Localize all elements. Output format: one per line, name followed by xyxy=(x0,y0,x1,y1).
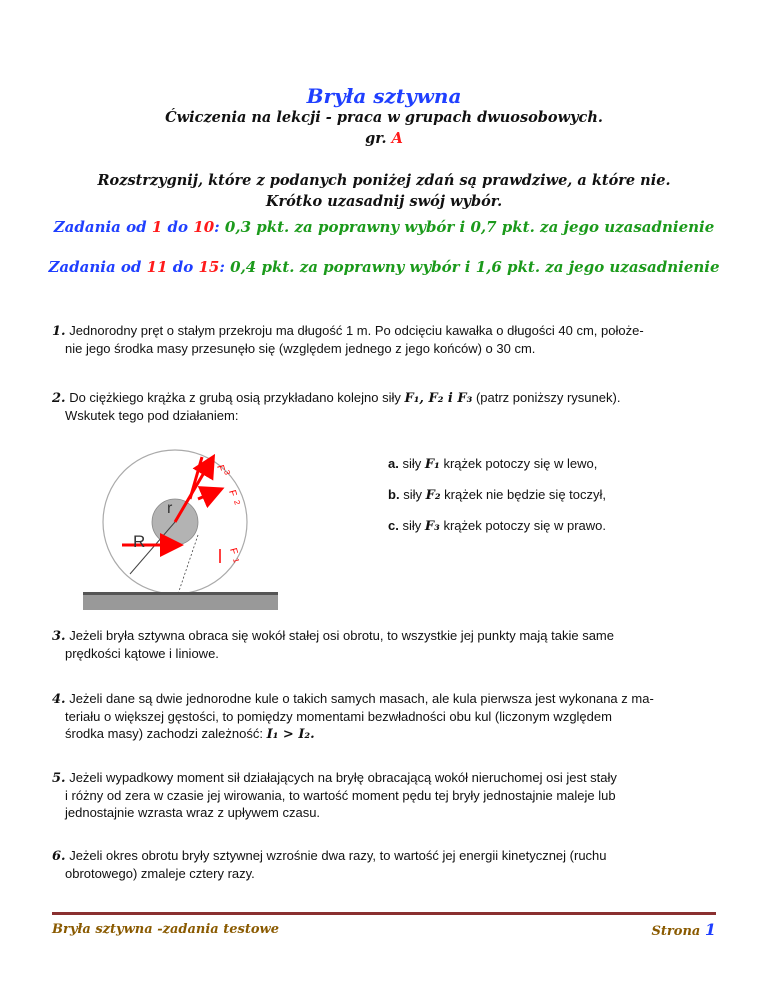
option-letter: b. xyxy=(388,487,400,502)
label-f3-sub: 3 xyxy=(222,469,232,476)
scoring-colon: : xyxy=(214,218,220,236)
task-text: Do ciężkiego krążka z grubą osią przykładano kolejno siły xyxy=(69,390,401,405)
task-5 xyxy=(52,769,716,821)
task-text: nie jego środka masy przesunęło się (względem jednego z jego końców) o 30 cm. xyxy=(65,341,536,356)
task-text: Jednorodny pręt o stałym przekroju ma długość 1 m. Po odcięciu kawałka o długości 40 cm, położe- xyxy=(69,323,644,338)
task-6 xyxy=(52,847,716,882)
wheel-force-diagram xyxy=(80,449,280,611)
task-text: prędkości kątowe i liniowe. xyxy=(65,646,219,661)
scoring-line-1 xyxy=(0,218,768,236)
group-letter: A xyxy=(391,130,403,147)
footer-page xyxy=(652,920,716,939)
force-f2-arrow xyxy=(198,490,219,499)
task-text: Wskutek tego pod działaniem: xyxy=(65,408,239,423)
task-2-option-a xyxy=(388,456,597,472)
task-text: obrotowego) zmaleje cztery razy. xyxy=(65,866,255,881)
scoring-points: 0,3 pkt. za poprawny wybór i 0,7 pkt. za jego uzasadnienie xyxy=(224,218,715,236)
scoring-prefix: Zadania od xyxy=(53,218,147,236)
page-subtitle: Ćwiczenia na lekcji - praca w grupach dwuosobowych. xyxy=(165,109,603,126)
option-text: siły xyxy=(402,456,422,471)
scoring-points: 0,4 pkt. za poprawny wybór i 1,6 pkt. za jego uzasadnienie xyxy=(230,258,720,276)
option-text: siły xyxy=(403,487,422,502)
instruction-line-2: Krótko uzasadnij swój wybór. xyxy=(265,193,503,210)
label-R: R xyxy=(133,532,146,551)
task-text: środka masy) zachodzi zależność: xyxy=(65,726,263,741)
scoring-colon: : xyxy=(219,258,225,276)
label-f1: F xyxy=(227,546,240,556)
option-letter: c. xyxy=(388,518,399,533)
option-text: siły xyxy=(402,518,422,533)
scoring-to: 10 xyxy=(193,218,215,236)
label-r: r xyxy=(167,500,173,517)
scoring-from: 1 xyxy=(151,218,163,236)
task-text: teriału o większej gęstości, to pomiędzy momentami bezwładności obu kul (liczonym względem xyxy=(65,709,612,724)
task-2 xyxy=(52,389,716,424)
task-text-line3 xyxy=(52,725,716,743)
scoring-line-2 xyxy=(0,258,768,276)
task-text: jednostajnie wzrasta wraz z upływem czasu. xyxy=(65,805,321,820)
page-number: 1 xyxy=(704,920,716,939)
scoring-mid: do xyxy=(172,258,194,276)
option-text: krążek nie będzie się toczył, xyxy=(444,487,607,502)
task-number: 2. xyxy=(52,391,66,406)
footer-divider xyxy=(52,912,716,915)
task-number: 3. xyxy=(52,629,66,644)
group-label: gr. xyxy=(365,130,387,147)
scoring-to: 15 xyxy=(198,258,220,276)
option-text: krążek potoczy się w prawo. xyxy=(443,518,607,533)
label-f3: F xyxy=(214,463,227,473)
force-symbol: F₂ xyxy=(425,488,441,503)
task-2-option-c xyxy=(388,518,606,534)
task-number: 4. xyxy=(52,692,66,707)
footer-title: Bryła sztywna -zadania testowe xyxy=(52,922,279,937)
group-line xyxy=(0,130,768,147)
page-label: Strona xyxy=(651,924,701,939)
force-symbol: F₃ xyxy=(424,519,440,534)
task-text: Jeżeli dane są dwie jednorodne kule o takich samych masach, ale kula pierwsza jest wykonana z ma- xyxy=(69,691,654,706)
task-text: i różny od zera w czasie jej wirowania, to wartość moment pędu tej bryły jednostajnie maleje lub xyxy=(65,788,616,803)
label-f1-sub: 1 xyxy=(231,557,241,564)
task-text: Jeżeli okres obrotu bryły sztywnej wzrośnie dwa razy, to wartość jej energii kinetycznej (ruchu xyxy=(69,848,607,863)
label-f2: F xyxy=(226,488,239,498)
forces-symbol: F₁, F₂ i F₃ xyxy=(404,391,473,406)
task-text: (patrz poniższy rysunek). xyxy=(475,390,621,405)
page-title: Bryła sztywna xyxy=(306,84,462,108)
task-2-option-b xyxy=(388,487,606,503)
task-number: 6. xyxy=(52,849,66,864)
option-text: krążek potoczy się w lewo, xyxy=(443,456,598,471)
instruction-line-1: Rozstrzygnij, które z podanych poniżej zdań są prawdziwe, a które nie. xyxy=(97,172,671,189)
task-1 xyxy=(52,322,716,357)
scoring-from: 11 xyxy=(146,258,168,276)
ground-edge xyxy=(83,592,278,595)
force-symbol: F₁ xyxy=(424,457,440,472)
task-number: 5. xyxy=(52,771,66,786)
task-4 xyxy=(52,690,716,743)
scoring-mid: do xyxy=(167,218,189,236)
task-3 xyxy=(52,627,716,662)
task-text: Jeżeli wypadkowy moment sił działających na bryłę obracającą wokół nieruchomej osi jest stały xyxy=(69,770,617,785)
relation-symbol: I₁ > I₂. xyxy=(266,727,315,742)
task-number: 1. xyxy=(52,324,66,339)
label-f2-sub: 2 xyxy=(232,499,242,506)
task-text: Jeżeli bryła sztywna obraca się wokół stałej osi obrotu, to wszystkie jej punkty mają takie same xyxy=(69,628,614,643)
scoring-prefix: Zadania od xyxy=(48,258,142,276)
option-letter: a. xyxy=(388,456,399,471)
